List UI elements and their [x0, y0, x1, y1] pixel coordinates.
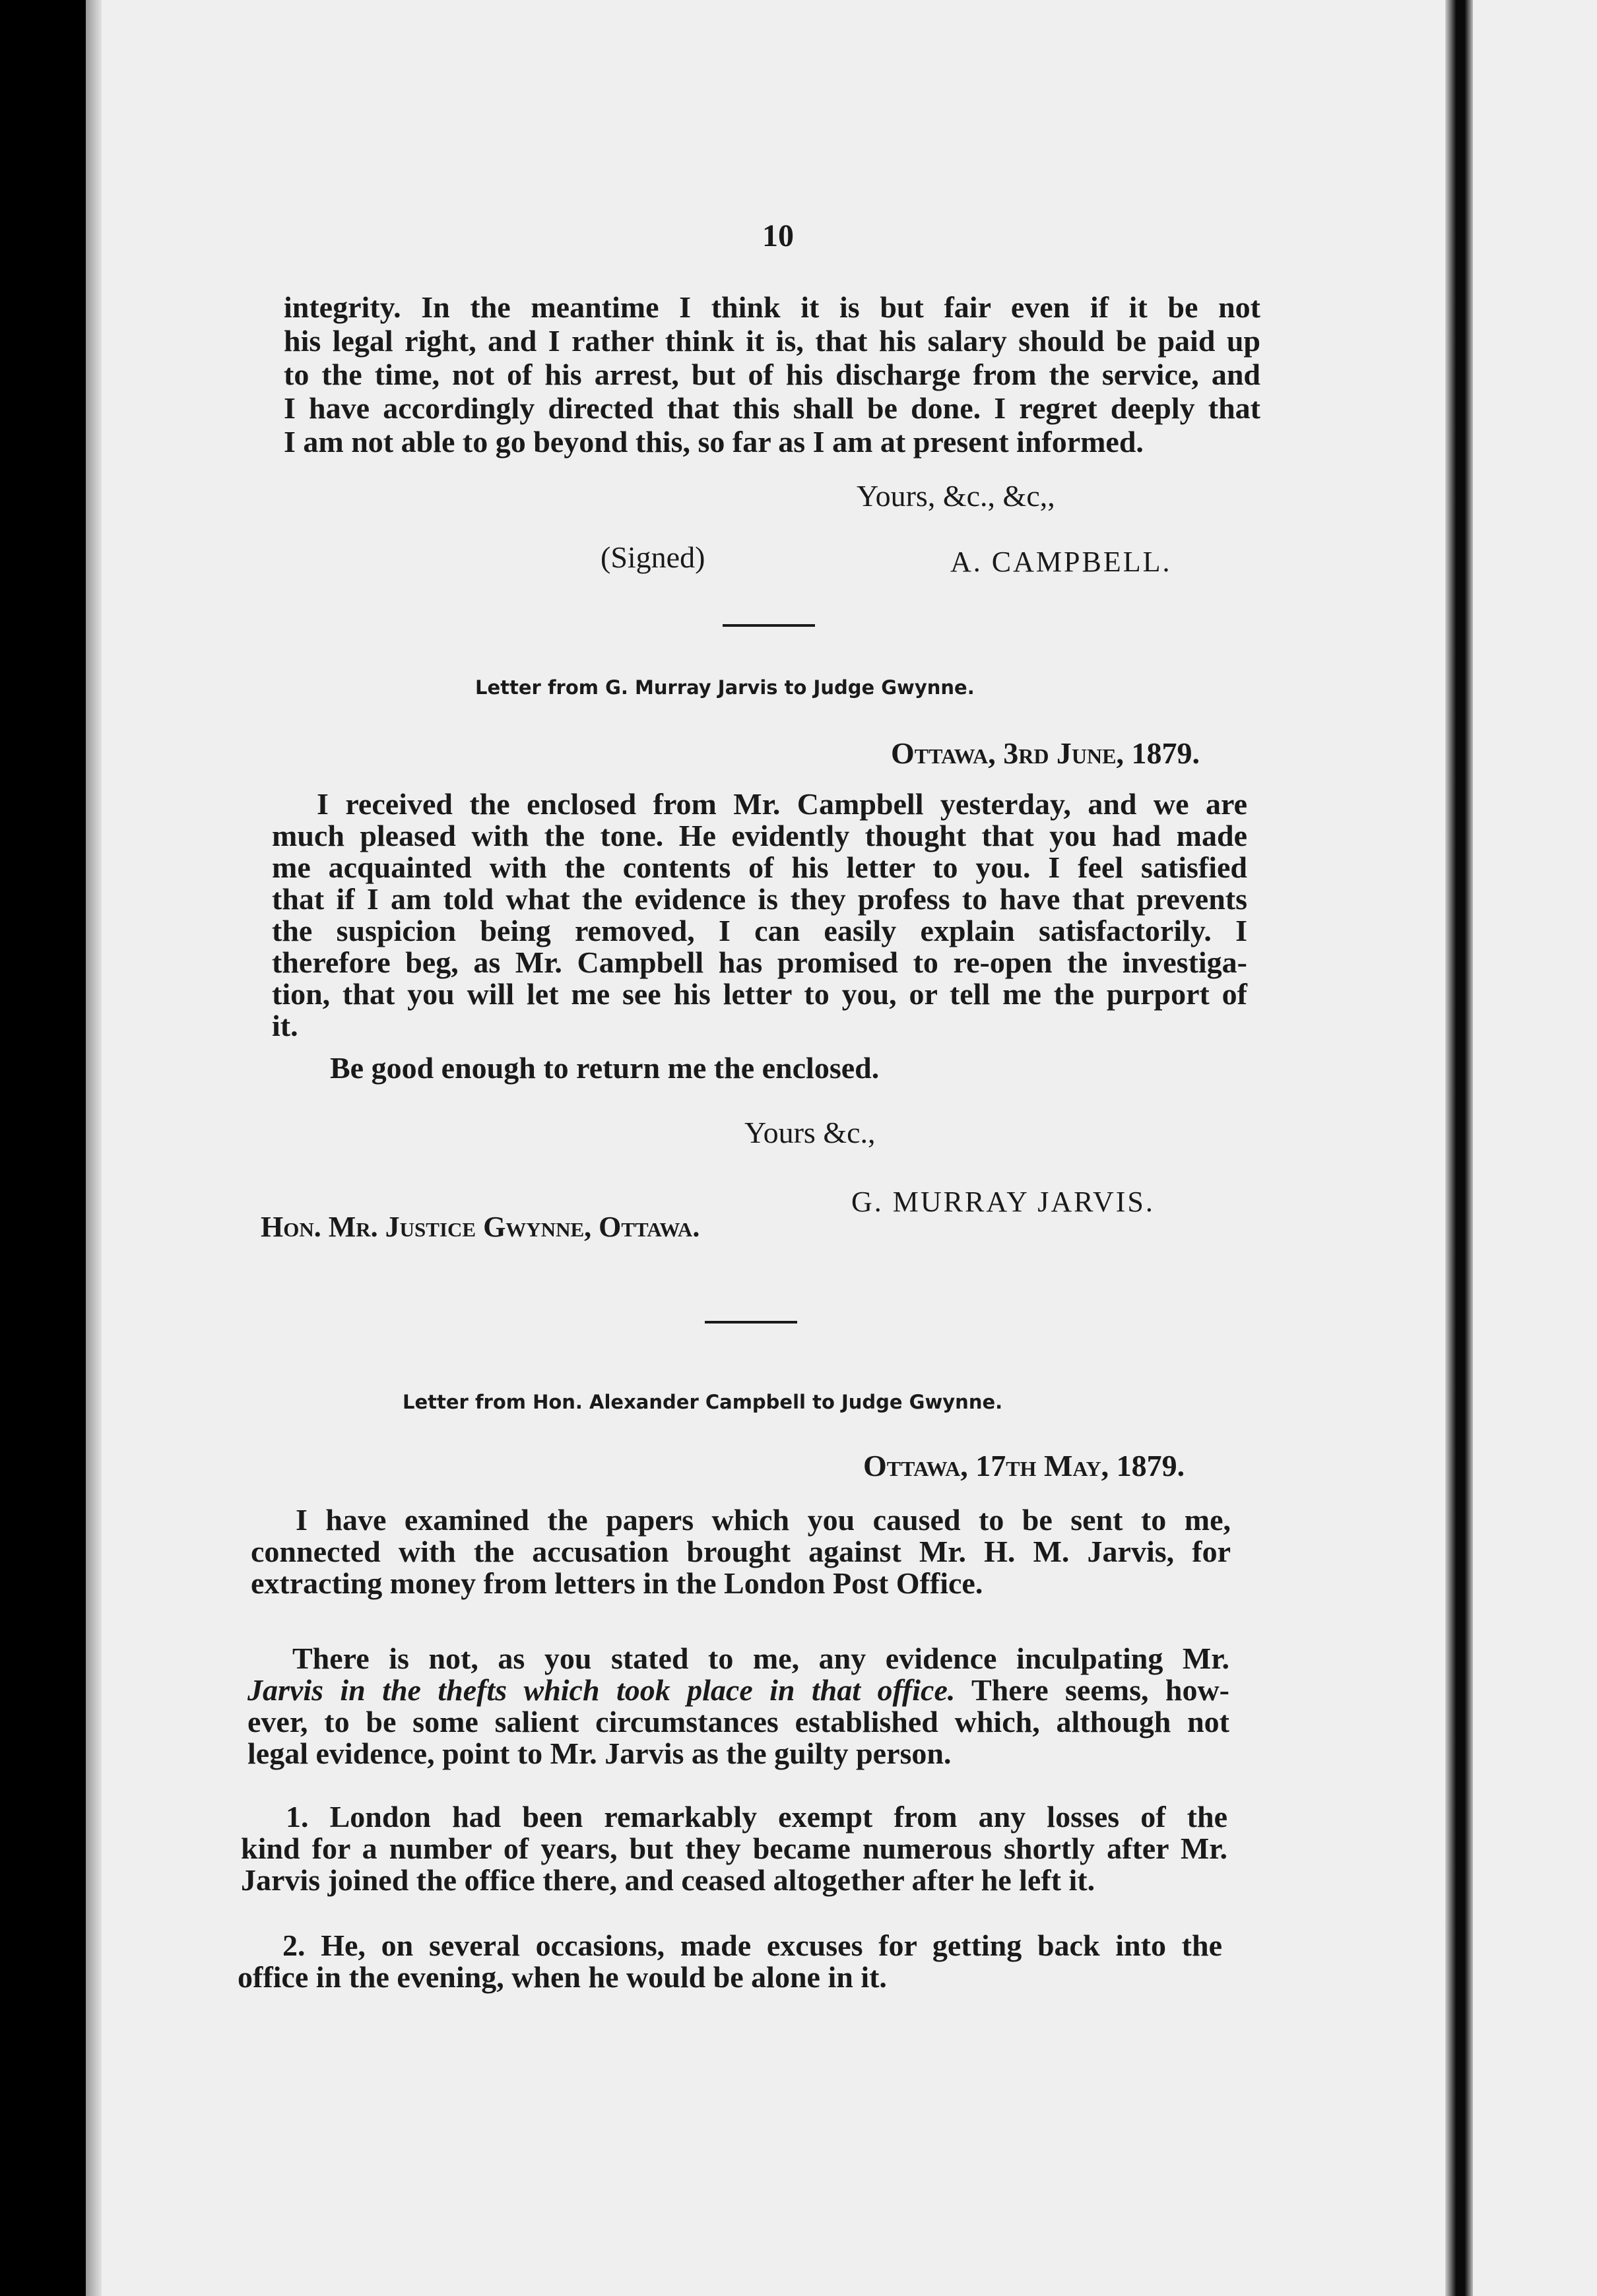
- letter-request: Be good enough to return me the enclosed.: [330, 1051, 880, 1085]
- page-edge-shadow: [86, 0, 102, 2296]
- text-line: I am not able to go beyond this, so far as I am at present informed.: [284, 425, 1144, 459]
- letter-heading: Letter from Hon. Alexander Campbell to Judge Gwynne.: [403, 1391, 1003, 1413]
- adjacent-page-edge: [1473, 0, 1597, 2296]
- text-line: that if I am told what the evidence is they profess to have that prevents: [272, 882, 1247, 916]
- page-number: 10: [762, 218, 794, 253]
- text-line: I have examined the papers which you caused to be sent to me,: [296, 1503, 1231, 1537]
- letter-body: [247, 1643, 1229, 1770]
- text-line: 1. London had been remarkably exempt from any losses of the: [286, 1800, 1227, 1834]
- addressee: Hon. Mr. Justice Gwynne, Ottawa.: [261, 1211, 700, 1243]
- numbered-item: [241, 1801, 1227, 1896]
- letter-body: [272, 788, 1247, 1042]
- text-line: his legal right, and I rather think it is, that his salary should be paid up: [284, 324, 1260, 358]
- closing-salutation: Yours, &c., &c,,: [857, 479, 1055, 513]
- text-line: ever, to be some salient circumstances established which, although not: [247, 1705, 1229, 1738]
- text-line: office in the evening, when he would be alone in it.: [238, 1960, 887, 1994]
- text-line: it.: [272, 1009, 298, 1042]
- text-line: me acquainted with the contents of his letter to you. I feel satisfied: [272, 850, 1247, 884]
- text-line: the suspicion being removed, I can easily explain satisfactorily. I: [272, 914, 1247, 947]
- text-line: I have accordingly directed that this shall be done. I regret deeply that: [284, 391, 1260, 425]
- text-line: to the time, not of his arrest, but of his discharge from the service, and: [284, 358, 1260, 391]
- text-line: much pleased with the tone. He evidently thought that you had made: [272, 819, 1247, 852]
- text-line: There is not, as you stated to me, any evidence inculpating Mr.: [292, 1642, 1229, 1675]
- letter-body: [251, 1504, 1231, 1599]
- signed-label: (Signed): [601, 540, 705, 574]
- text-line: integrity. In the meantime I think it is but fair even if it be not: [284, 290, 1260, 324]
- text-line: I received the enclosed from Mr. Campbell yesterday, and we are: [317, 787, 1247, 821]
- text-segment: There seems, how-: [955, 1673, 1229, 1707]
- text-line: kind for a number of years, but they became numerous shortly after Mr.: [241, 1832, 1227, 1865]
- text-line: therefore beg, as Mr. Campbell has promised to re-open the investiga-: [272, 945, 1247, 979]
- signature-jarvis: G. MURRAY JARVIS.: [851, 1186, 1155, 1218]
- dateline: Ottawa, 17th May, 1879.: [863, 1449, 1185, 1483]
- text-line: 2. He, on several occasions, made excuses for getting back into the: [282, 1929, 1222, 1962]
- paragraph-continuation: [284, 290, 1260, 459]
- numbered-item: [238, 1930, 1222, 1993]
- book-gutter: [1445, 0, 1473, 2296]
- text-line: [247, 1674, 1229, 1706]
- italic-phrase: Jarvis in the thefts which took place in that office.: [247, 1673, 956, 1707]
- dateline: Ottawa, 3rd June, 1879.: [891, 736, 1200, 770]
- signature-campbell: A. CAMPBELL.: [950, 546, 1172, 578]
- section-divider: [723, 624, 815, 627]
- text-line: tion, that you will let me see his letter to you, or tell me the purport of: [272, 977, 1247, 1011]
- text-line: connected with the accusation brought against Mr. H. M. Jarvis, for: [251, 1535, 1231, 1568]
- closing-salutation: Yours &c.,: [744, 1116, 876, 1149]
- text-line: Jarvis joined the office there, and ceased altogether after he left it.: [241, 1863, 1095, 1897]
- letter-heading: Letter from G. Murray Jarvis to Judge Gwynne.: [475, 676, 975, 699]
- text-line: legal evidence, point to Mr. Jarvis as the guilty person.: [247, 1737, 952, 1770]
- section-divider: [705, 1321, 797, 1323]
- text-line: extracting money from letters in the London Post Office.: [251, 1566, 983, 1600]
